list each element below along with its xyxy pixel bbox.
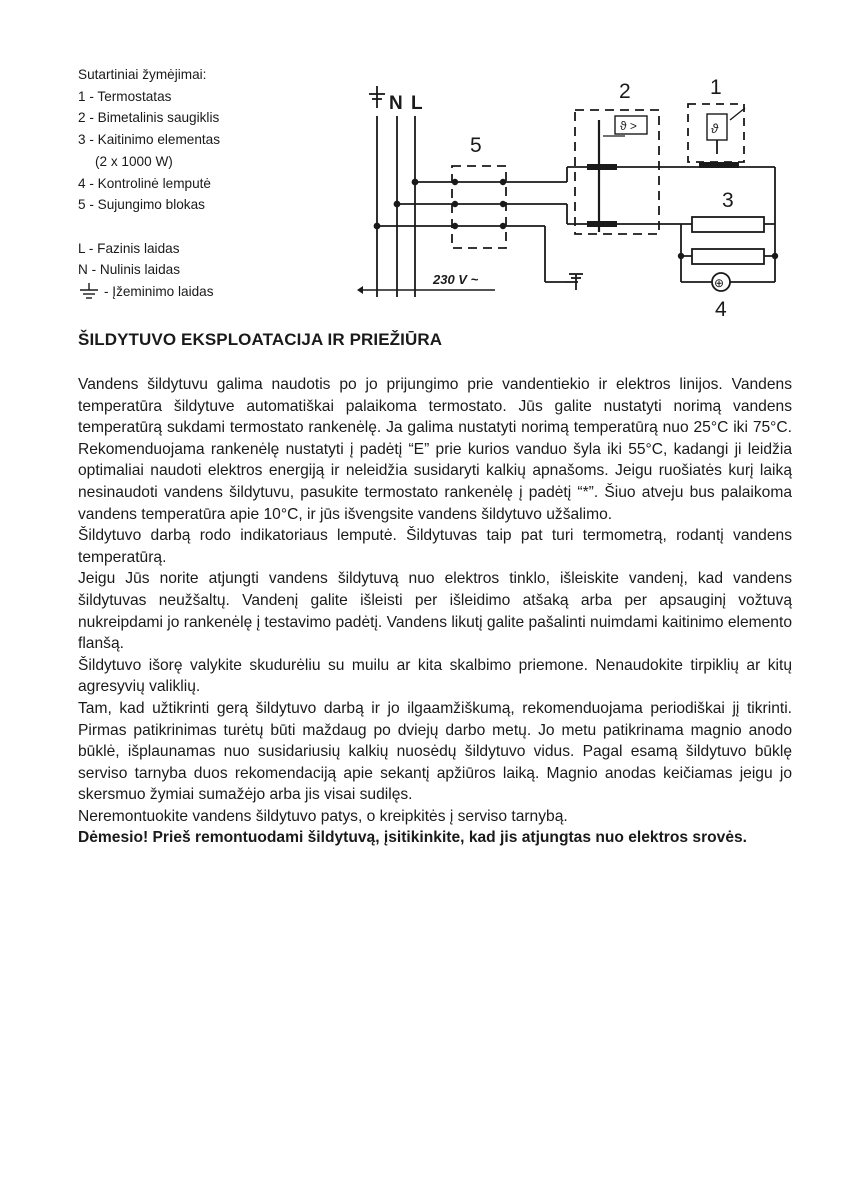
thermostat-symbol: ϑ: [711, 121, 719, 136]
paragraph: Šildytuvo išorę valykite skudurėliu su muilu ar kita skalbimo priemone. Nenaudokite tirpiklių ar kitų agresyvių valiklių.: [78, 656, 792, 696]
legend-ground-item: [78, 281, 278, 303]
thermostat-label: 1: [710, 76, 722, 99]
fuse-symbol: ϑ >: [620, 119, 637, 133]
terminal-l-label: L: [411, 93, 423, 114]
paragraph: Vandens šildytuvu galima naudotis po jo prijungimo prie vandentiekio ir elektros linijos. Vandens temperatūra šildytuve automatiškai palaikoma termostato. Jūs galite nustatyti norimą vandens temperatūrą sukdami termostato rankenėlę. Ja galima nustatyti norimą temperatūrą nuo 25°C iki 75°C. Rekomenduojama rankenėlę nustatyti į padėtį “E” prie kurios vanduo šyla iki 55°C, kadangi ji leidžia optimaliai naudoti elektros energiją ir neleidžia susidaryti kalkių apnašoms. Jeigu ruošiatės kurį laiką nesinaudoti vandens šildytuvu, pasukite termostato rankenėlę į padėtį “*”. Šiuo atveju bus palaikoma vandens temperatūra apie 10°C, ir jūs išvengsite vandens šildytuvo užšalimo.: [78, 376, 792, 523]
section-heading: ŠILDYTUVO EKSPLOATACIJA IR PRIEŽIŪRA: [78, 330, 443, 349]
block-label: 5: [470, 134, 482, 157]
heating-element: [692, 249, 764, 264]
legend-title: Sutartiniai žymėjimai:: [78, 67, 207, 82]
legend-item: 1 - Termostatas: [78, 88, 172, 104]
paragraph: Šildytuvo darbą rodo indikatoriaus lemputė. Šildytuvas taip pat turi termometrą, rodantį vandens temperatūrą.: [78, 527, 792, 566]
heaters-label: 3: [722, 189, 734, 212]
legend-wire-item: N - Nulinis laidas: [78, 262, 180, 278]
lamp-symbol: ⊕: [714, 276, 725, 290]
voltage-label: 230 V ~: [433, 272, 479, 287]
warning-paragraph: Dėmesio! Prieš remontuodami šildytuvą, įsitikinkite, kad jis atjungtas nuo elektros srovės.: [78, 829, 748, 847]
legend-spacer: [78, 216, 278, 238]
legend-ground-label: - Įžeminimo laidas: [104, 284, 214, 300]
legend-item: (2 x 1000 W): [95, 153, 173, 169]
legend-wire-item: L - Fazinis laidas: [78, 240, 180, 256]
legend-item: 2 - Bimetalinis saugiklis: [78, 110, 220, 126]
legend-item: 4 - Kontrolinė lemputė: [78, 175, 211, 191]
paragraph: Jeigu Jūs norite atjungti vandens šildytuvą nuo elektros tinklo, išleiskite vandenį, kad vandens šildytuvas neužšaltų. Vandenį galite išleisti per išleidimo atšaką arba per apsauginį vožtuvą nukreipdami jo rankenėlę į testavimo padėtį. Vandens likutį galite pašalinti nuimdami kaitinimo elemento flanšą.: [78, 570, 792, 653]
earth-terminal-icon: [369, 86, 385, 108]
ground-icon: [78, 283, 100, 301]
legend: [78, 64, 278, 303]
body-text: [78, 374, 792, 849]
connection-block: [452, 166, 506, 248]
fuse-label: 2: [619, 80, 631, 103]
paragraph: Tam, kad užtikrinti gerą šildytuvo darbą ir jo ilgaamžiškumą, rekomenduojama periodiškai jį tikrinti. Pirmas patikrinimas turėtų būti maždaug po dviejų darbo metų. Jo metu patikrinama magnio anodo būklė, išplaunamas nuo susidariusių kalkių nuosėdų šildytuvo vidus. Pagal esamą šildytuvo būklę serviso tarnyba duos rekomendaciją apie sekantį apžiūros laiką. Magnio anodas keičiamas jeigu jo skersmuo žymiai sumažėjo arba jis visai sudilęs.: [78, 699, 792, 804]
heating-element: [692, 217, 764, 232]
legend-item: 5 - Sujungimo blokas: [78, 197, 205, 213]
legend-item: 3 - Kaitinimo elementas: [78, 132, 221, 148]
lamp-label: 4: [715, 298, 727, 321]
paragraph: Neremontuokite vandens šildytuvo patys, o kreipkitės į serviso tarnybą.: [78, 807, 568, 825]
earth-output-icon: [565, 274, 583, 290]
terminal-n-label: N: [389, 93, 403, 114]
wiring-diagram: [355, 72, 795, 322]
